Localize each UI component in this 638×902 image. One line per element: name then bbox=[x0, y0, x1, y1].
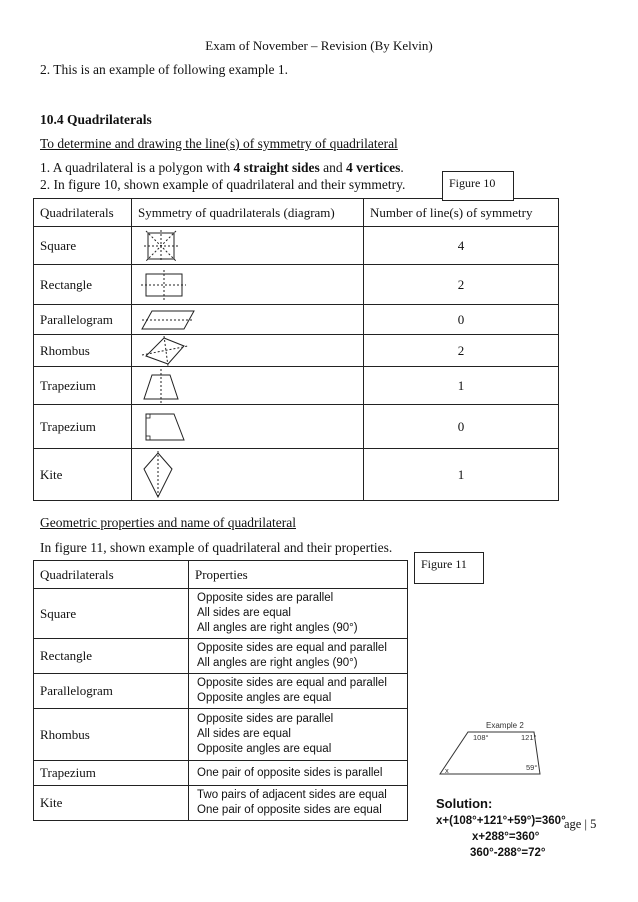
table-row bbox=[34, 639, 408, 674]
table-row bbox=[34, 335, 559, 367]
property-line: All angles are right angles (90°) bbox=[197, 622, 358, 634]
properties-table bbox=[33, 560, 408, 821]
solution-line-3: 360°-288°=72° bbox=[470, 847, 546, 859]
right-trapezium-symmetry-icon bbox=[138, 410, 190, 444]
angle-59-label: 59° bbox=[526, 763, 538, 772]
property-line: Opposite sides are equal and parallel bbox=[197, 677, 387, 689]
header-line-count: Number of line(s) of symmetry bbox=[364, 199, 559, 227]
row-name: Kite bbox=[34, 449, 132, 501]
point-3: In figure 11, shown example of quadrilateral and their properties. bbox=[40, 540, 393, 555]
row-properties bbox=[189, 674, 408, 709]
table-row bbox=[34, 265, 559, 305]
table-row bbox=[34, 709, 408, 761]
point-2: 2. In figure 10, shown example of quadrilateral and their symmetry. bbox=[40, 177, 406, 192]
angle-108-label: 108° bbox=[473, 733, 489, 742]
isosceles-trapezium-symmetry-icon bbox=[138, 369, 184, 403]
header-symmetry-diagram: Symmetry of quadrilaterals (diagram) bbox=[132, 199, 364, 227]
table-row bbox=[34, 305, 559, 335]
row-name: Parallelogram bbox=[34, 674, 189, 709]
row-count: 4 bbox=[364, 227, 559, 265]
row-name: Rhombus bbox=[34, 709, 189, 761]
row-name: Rectangle bbox=[34, 639, 189, 674]
row-count: 0 bbox=[364, 405, 559, 449]
table-row bbox=[34, 367, 559, 405]
point-1-text-d: 4 vertices bbox=[346, 160, 401, 175]
point-1-text-e: . bbox=[400, 160, 404, 175]
point-1 bbox=[40, 160, 404, 176]
property-line: All sides are equal bbox=[197, 728, 291, 740]
row-name: Trapezium bbox=[34, 405, 132, 449]
row-name: Rhombus bbox=[34, 335, 132, 367]
rhombus-symmetry-icon bbox=[138, 336, 192, 366]
row-name: Kite bbox=[34, 786, 189, 821]
row-name: Parallelogram bbox=[34, 305, 132, 335]
solution-line-1: x+(108°+121°+59°)=360° bbox=[436, 815, 566, 827]
property-line: Opposite angles are equal bbox=[197, 743, 332, 755]
symmetry-table-header bbox=[34, 199, 559, 227]
figure-10-label: Figure 10 bbox=[442, 171, 514, 201]
page-header: Exam of November – Revision (By Kelvin) bbox=[205, 38, 433, 53]
symmetry-subheading: To determine and drawing the line(s) of symmetry of quadrilateral bbox=[40, 136, 398, 151]
property-line: One pair of opposite sides are equal bbox=[197, 804, 382, 816]
point-1-text-c: and bbox=[319, 160, 346, 175]
symmetry-table bbox=[33, 198, 559, 501]
row-name: Rectangle bbox=[34, 265, 132, 305]
row-name: Trapezium bbox=[34, 761, 189, 786]
property-line: All angles are right angles (90°) bbox=[197, 657, 358, 669]
header-quadrilaterals: Quadrilaterals bbox=[34, 199, 132, 227]
table-row bbox=[34, 227, 559, 265]
row-count: 0 bbox=[364, 305, 559, 335]
angle-121-label: 121° bbox=[521, 733, 537, 742]
row-properties bbox=[189, 761, 408, 786]
table-row bbox=[34, 449, 559, 501]
table-row bbox=[34, 674, 408, 709]
figure-11-label: Figure 11 bbox=[414, 552, 484, 584]
table-row bbox=[34, 786, 408, 821]
example-2-trapezium-diagram bbox=[436, 718, 546, 780]
row-name: Square bbox=[34, 589, 189, 639]
page-number: age | 5 bbox=[564, 817, 597, 831]
row-count: 1 bbox=[364, 449, 559, 501]
properties-subheading: Geometric properties and name of quadrilateral bbox=[40, 515, 297, 530]
row-properties bbox=[189, 709, 408, 761]
solution-label: Solution: bbox=[436, 796, 493, 811]
property-line: One pair of opposite sides is parallel bbox=[197, 766, 383, 779]
property-line: Opposite sides are parallel bbox=[197, 713, 334, 725]
row-count: 2 bbox=[364, 335, 559, 367]
kite-symmetry-icon bbox=[138, 451, 178, 499]
property-line: Opposite sides are equal and parallel bbox=[197, 642, 387, 654]
table-row bbox=[34, 761, 408, 786]
property-line: Opposite sides are parallel bbox=[197, 592, 334, 604]
solution-line-2: x+288°=360° bbox=[472, 831, 540, 843]
row-properties bbox=[189, 639, 408, 674]
property-line: All sides are equal bbox=[197, 607, 291, 619]
header-properties: Properties bbox=[189, 561, 408, 589]
row-properties bbox=[189, 589, 408, 639]
table-row bbox=[34, 405, 559, 449]
property-line: Two pairs of adjacent sides are equal bbox=[197, 789, 387, 801]
row-name: Square bbox=[34, 227, 132, 265]
row-name: Trapezium bbox=[34, 367, 132, 405]
example-title: Example 2 bbox=[486, 721, 524, 730]
property-line: Opposite angles are equal bbox=[197, 692, 332, 704]
rectangle-symmetry-icon bbox=[138, 269, 188, 301]
intro-line: 2. This is an example of following example 1. bbox=[40, 62, 288, 77]
table-row bbox=[34, 589, 408, 639]
row-count: 1 bbox=[364, 367, 559, 405]
square-symmetry-icon bbox=[138, 230, 182, 262]
point-1-text-b: 4 straight sides bbox=[233, 160, 320, 175]
point-1-text-a: 1. A quadrilateral is a polygon with bbox=[40, 160, 234, 175]
section-title: 10.4 Quadrilaterals bbox=[40, 112, 152, 127]
parallelogram-symmetry-icon bbox=[138, 307, 198, 333]
angle-x-label: x bbox=[445, 766, 449, 775]
properties-table-header bbox=[34, 561, 408, 589]
row-properties bbox=[189, 786, 408, 821]
header-quadrilaterals: Quadrilaterals bbox=[34, 561, 189, 589]
row-count: 2 bbox=[364, 265, 559, 305]
